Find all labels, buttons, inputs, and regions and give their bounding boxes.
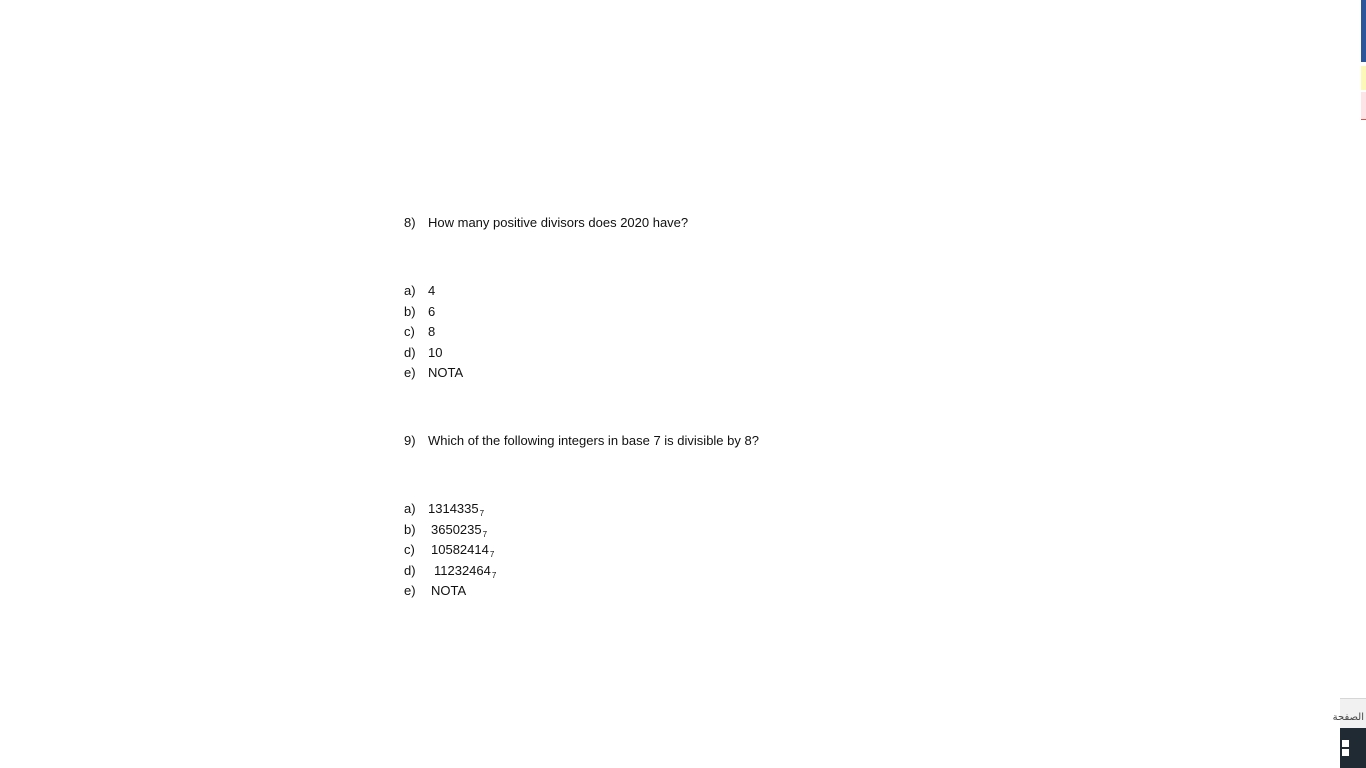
option-letter: a) [404, 501, 416, 516]
list-item [404, 302, 463, 323]
list-item [404, 561, 496, 582]
list-item [404, 343, 463, 364]
option-value: 8 [428, 324, 436, 340]
scroll-marker-pink [1361, 92, 1366, 120]
scroll-marker-blue [1361, 0, 1366, 62]
question-9 [404, 432, 759, 450]
option-value: 4 [428, 283, 436, 298]
option-value: 3650235 [431, 521, 482, 537]
option-letter: c) [404, 542, 415, 558]
option-letter: d) [404, 344, 416, 360]
option-letter: d) [404, 562, 416, 578]
option-value: 1314335 [428, 501, 479, 516]
scroll-marker-yellow [1361, 66, 1366, 90]
option-letter: b) [404, 521, 416, 537]
option-letter: e) [404, 365, 416, 381]
base-subscript: 7 [482, 529, 488, 539]
option-value: 6 [428, 303, 436, 319]
option-letter: c) [404, 324, 415, 340]
question-8 [404, 214, 688, 232]
option-value: 11232464 [434, 562, 491, 578]
question-text: Which of the following integers in base 7 is divisible by 8? [428, 433, 759, 448]
list-item [404, 520, 496, 541]
list-item [404, 322, 463, 343]
option-value: NOTA [431, 583, 467, 599]
status-bar [1332, 698, 1366, 729]
option-letter: b) [404, 303, 416, 319]
list-item [404, 281, 463, 302]
option-letter: e) [404, 583, 416, 599]
list-item [404, 581, 496, 602]
list-item [404, 540, 496, 561]
option-value: 10 [428, 344, 443, 360]
base-subscript: 7 [491, 570, 497, 580]
question-8-options [404, 281, 463, 384]
base-subscript: 7 [479, 509, 485, 518]
question-number: 8) [404, 215, 416, 230]
question-number: 9) [404, 433, 416, 448]
question-9-options [404, 499, 496, 602]
windows-start-icon[interactable] [1342, 740, 1350, 756]
option-value: NOTA [428, 365, 464, 381]
option-value: 10582414 [431, 542, 489, 558]
question-text: How many positive divisors does 2020 have? [428, 215, 689, 230]
page-indicator[interactable]: الصفحة [1332, 712, 1364, 723]
option-letter: a) [404, 283, 416, 298]
list-item [404, 363, 463, 384]
list-item [404, 499, 496, 520]
base-subscript: 7 [489, 550, 495, 560]
